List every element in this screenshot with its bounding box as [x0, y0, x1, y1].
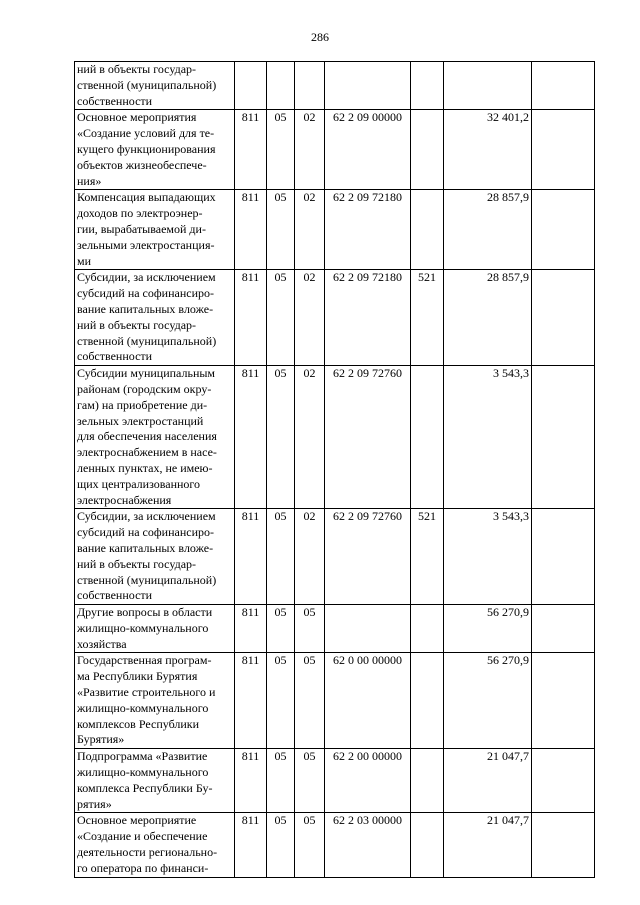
section-code: 05	[267, 653, 295, 749]
amount-value: 3 543,3	[444, 509, 532, 605]
table-row	[75, 813, 595, 877]
extra-column-cell	[532, 749, 595, 813]
ministry-code: 811	[235, 190, 267, 270]
row-name: Субсидии, за исключением субсидий на софинансиро- вание капитальных вложе- ний в объекты государ- ственной (муниципальной) собственности	[75, 509, 235, 605]
ministry-code: 811	[235, 270, 267, 366]
row-name: Субсидии муниципальным районам (городским окру- гам) на приобретение ди- зельных электростанций для обеспечения населения электроснабжением в насе- ленных пунктах, не имею- щих централизованного электроснабжения	[75, 366, 235, 509]
row-name: Субсидии, за исключением субсидий на софинансиро- вание капитальных вложе- ний в объекты государ- ственной (муниципальной) собственности	[75, 270, 235, 366]
row-name: Другие вопросы в области жилищно-коммунального хозяйства	[75, 605, 235, 653]
expense-type-code	[411, 190, 444, 270]
table-body	[75, 62, 595, 878]
target-article-code	[325, 62, 411, 110]
ministry-code: 811	[235, 509, 267, 605]
page-number: 286	[311, 30, 329, 44]
extra-column-cell	[532, 62, 595, 110]
target-article-code: 62 2 03 00000	[325, 813, 411, 877]
target-article-code	[325, 605, 411, 653]
expense-type-code: 521	[411, 270, 444, 366]
amount-value: 28 857,9	[444, 270, 532, 366]
row-name: Основное мероприятие «Создание и обеспечение деятельности регионально- го оператора по финанси-	[75, 813, 235, 877]
section-code	[267, 62, 295, 110]
ministry-code: 811	[235, 749, 267, 813]
expense-type-code	[411, 653, 444, 749]
subsection-code: 02	[295, 509, 325, 605]
table-row	[75, 366, 595, 509]
target-article-code: 62 2 00 00000	[325, 749, 411, 813]
subsection-code	[295, 62, 325, 110]
expense-type-code: 521	[411, 509, 444, 605]
target-article-code: 62 0 00 00000	[325, 653, 411, 749]
extra-column-cell	[532, 190, 595, 270]
amount-value: 21 047,7	[444, 813, 532, 877]
row-name: ний в объекты государ- ственной (муниципальной) собственности	[75, 62, 235, 110]
ministry-code: 811	[235, 605, 267, 653]
section-code: 05	[267, 366, 295, 509]
section-code: 05	[267, 270, 295, 366]
table-row	[75, 270, 595, 366]
extra-column-cell	[532, 653, 595, 749]
row-name: Основное мероприятия «Создание условий для те- кущего функционирования объектов жизнеобеспече- ния»	[75, 110, 235, 190]
subsection-code: 05	[295, 605, 325, 653]
amount-value: 56 270,9	[444, 605, 532, 653]
ministry-code: 811	[235, 366, 267, 509]
expense-type-code	[411, 110, 444, 190]
amount-value: 28 857,9	[444, 190, 532, 270]
section-code: 05	[267, 813, 295, 877]
table-row	[75, 653, 595, 749]
amount-value: 32 401,2	[444, 110, 532, 190]
amount-value: 21 047,7	[444, 749, 532, 813]
table-row	[75, 190, 595, 270]
target-article-code: 62 2 09 72180	[325, 270, 411, 366]
table-row	[75, 605, 595, 653]
subsection-code: 05	[295, 813, 325, 877]
amount-value: 56 270,9	[444, 653, 532, 749]
row-name: Подпрограмма «Развитие жилищно-коммунального комплекса Республики Бу- рятия»	[75, 749, 235, 813]
table-row	[75, 110, 595, 190]
target-article-code: 62 2 09 72180	[325, 190, 411, 270]
section-code: 05	[267, 110, 295, 190]
ministry-code: 811	[235, 813, 267, 877]
table-row	[75, 509, 595, 605]
extra-column-cell	[532, 110, 595, 190]
extra-column-cell	[532, 813, 595, 877]
amount-value	[444, 62, 532, 110]
target-article-code: 62 2 09 72760	[325, 509, 411, 605]
table-row	[75, 749, 595, 813]
subsection-code: 02	[295, 270, 325, 366]
extra-column-cell	[532, 509, 595, 605]
subsection-code: 02	[295, 366, 325, 509]
subsection-code: 02	[295, 190, 325, 270]
ministry-code	[235, 62, 267, 110]
expense-type-code	[411, 813, 444, 877]
extra-column-cell	[532, 270, 595, 366]
budget-table	[74, 61, 595, 878]
section-code: 05	[267, 605, 295, 653]
expense-type-code	[411, 62, 444, 110]
section-code: 05	[267, 509, 295, 605]
expense-type-code	[411, 605, 444, 653]
ministry-code: 811	[235, 653, 267, 749]
extra-column-cell	[532, 366, 595, 509]
section-code: 05	[267, 749, 295, 813]
target-article-code: 62 2 09 00000	[325, 110, 411, 190]
table-row	[75, 62, 595, 110]
amount-value: 3 543,3	[444, 366, 532, 509]
extra-column-cell	[532, 605, 595, 653]
section-code: 05	[267, 190, 295, 270]
expense-type-code	[411, 366, 444, 509]
subsection-code: 05	[295, 653, 325, 749]
target-article-code: 62 2 09 72760	[325, 366, 411, 509]
row-name: Государственная програм- ма Республики Бурятия «Развитие строительного и жилищно-коммунального комплексов Республики Бурятия»	[75, 653, 235, 749]
row-name: Компенсация выпадающих доходов по электроэнер- гии, вырабатываемой ди- зельными электростанция- ми	[75, 190, 235, 270]
subsection-code: 05	[295, 749, 325, 813]
expense-type-code	[411, 749, 444, 813]
ministry-code: 811	[235, 110, 267, 190]
subsection-code: 02	[295, 110, 325, 190]
